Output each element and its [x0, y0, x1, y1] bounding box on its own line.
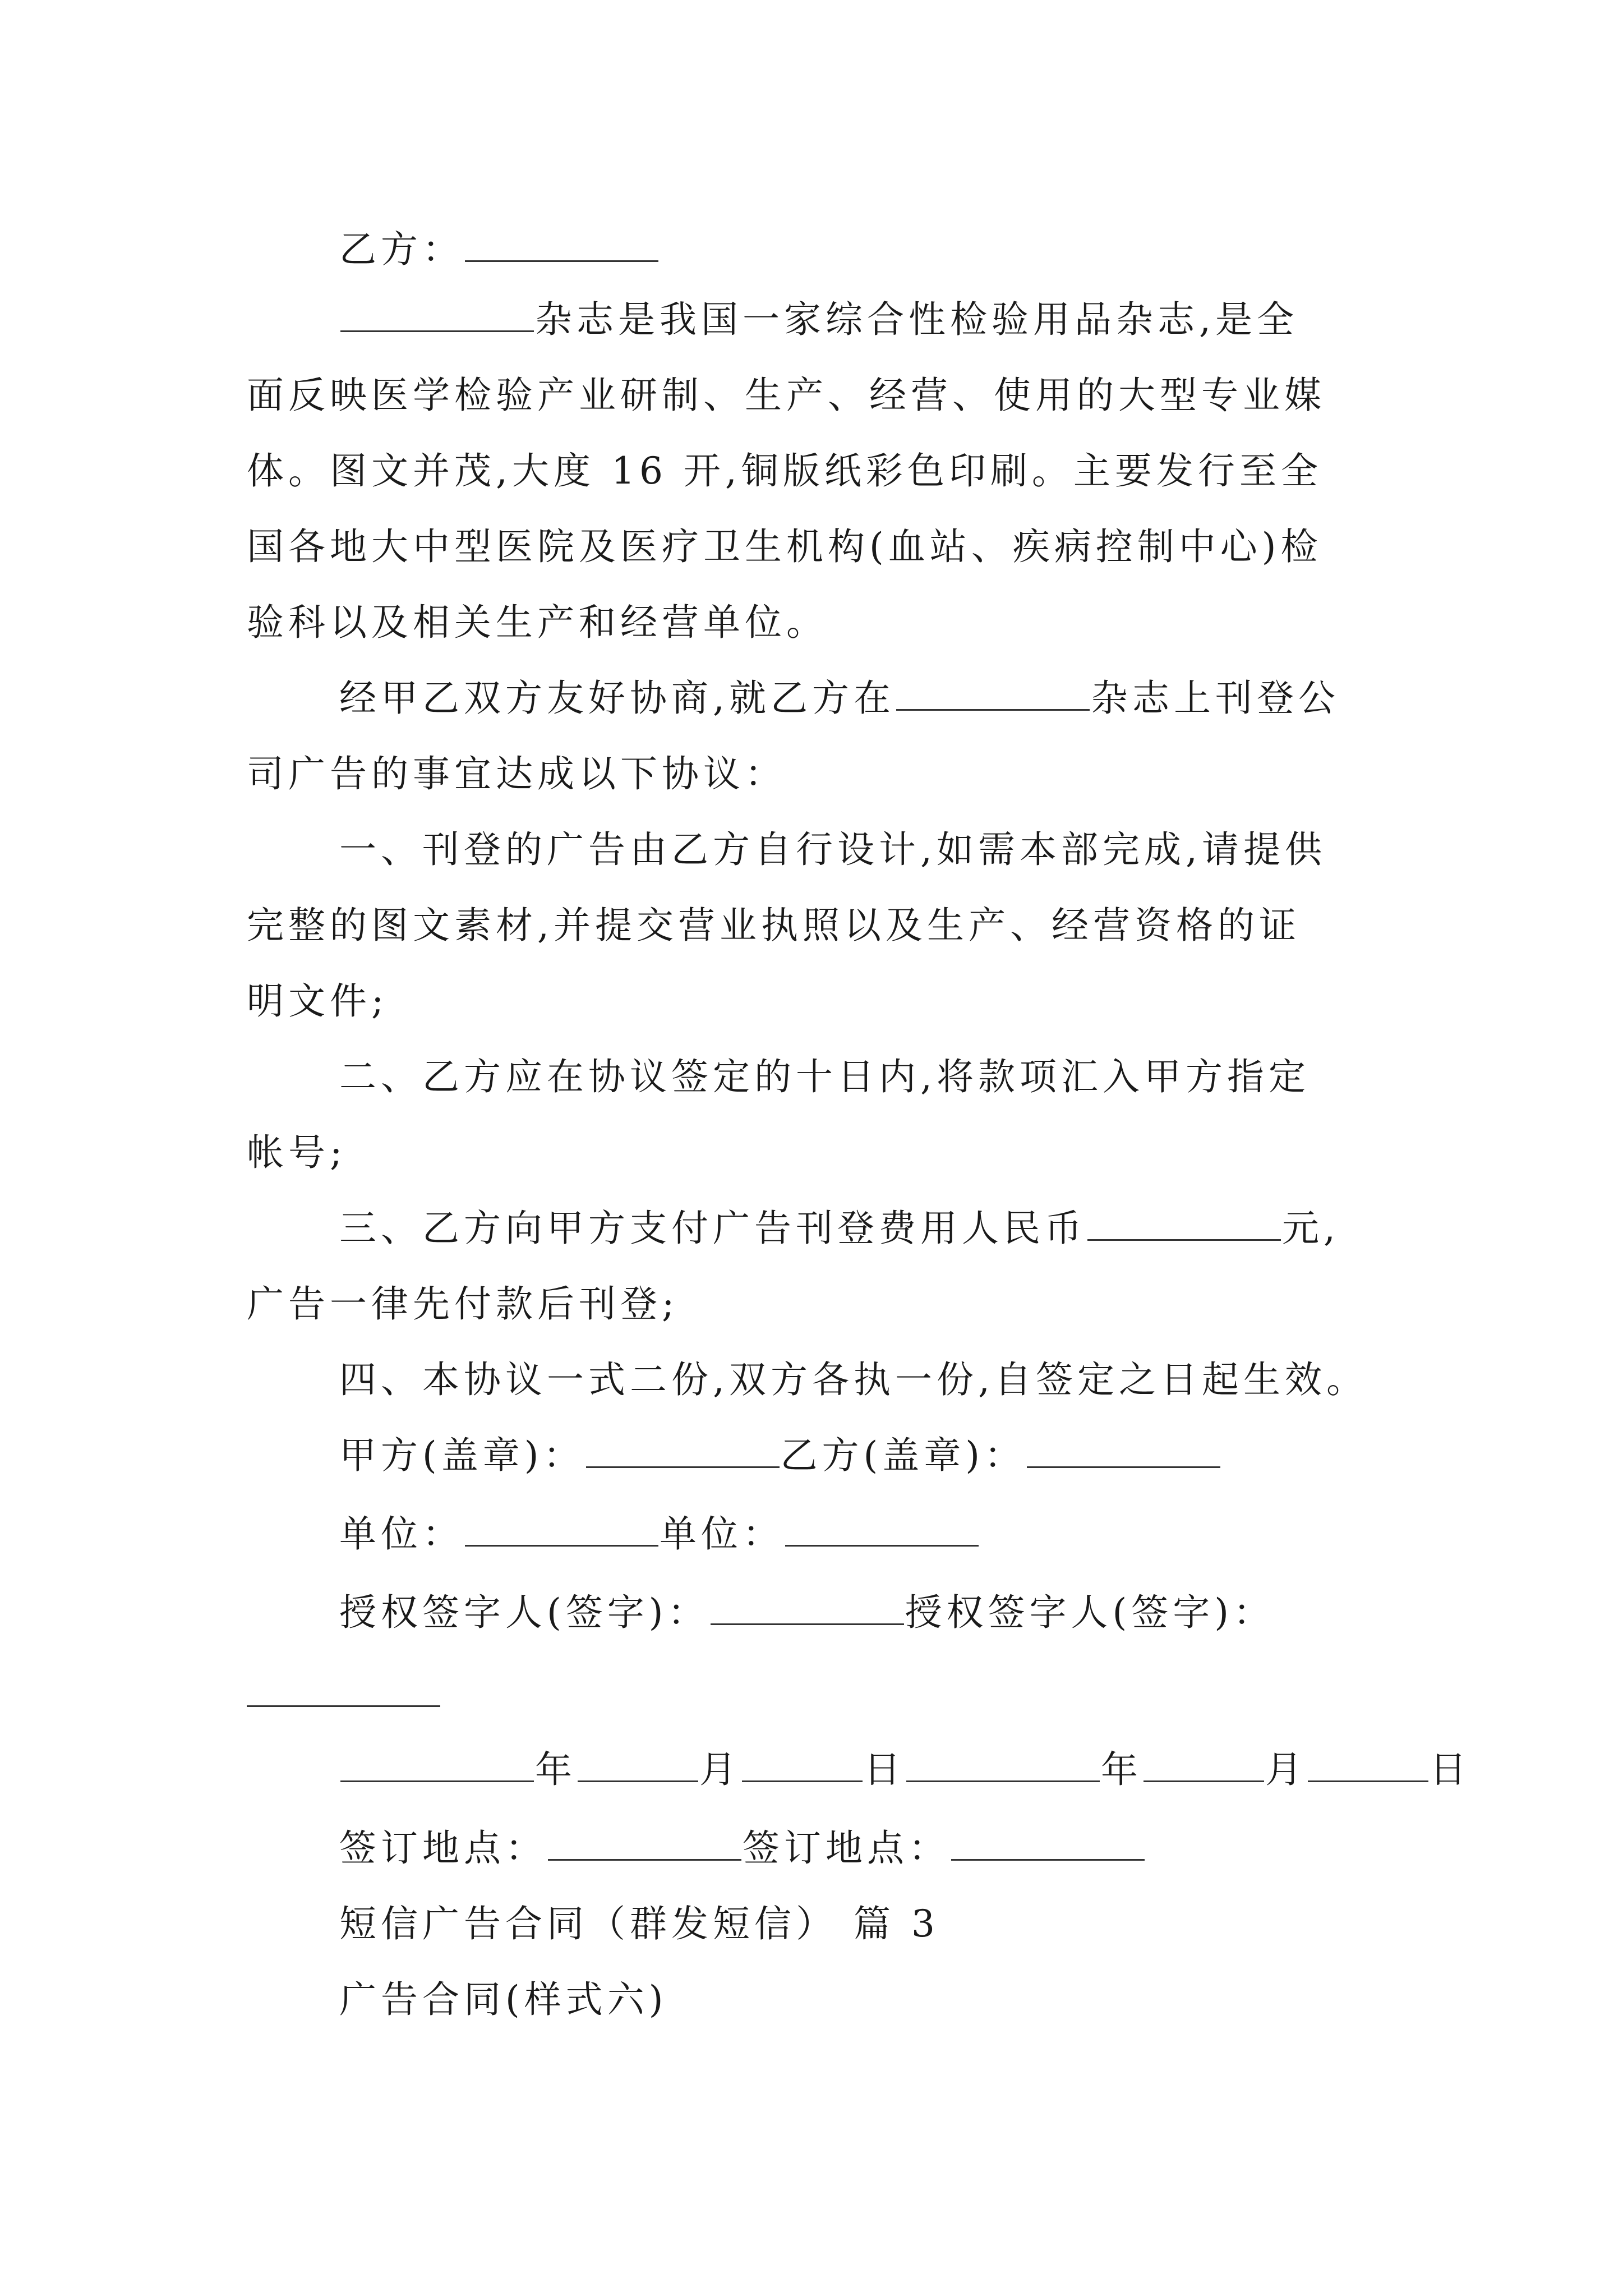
month-blank-a — [578, 1775, 698, 1782]
party-b-line — [339, 224, 660, 275]
place-line — [339, 1823, 1146, 1874]
place-label-b: 签订地点： — [743, 1826, 950, 1870]
party-b-seal-blank — [1027, 1461, 1220, 1468]
day-blank-a — [742, 1775, 863, 1782]
party-b-seal-label: 乙方(盖章)： — [780, 1434, 1026, 1477]
unit-blank-a — [465, 1539, 658, 1547]
month-blank-b — [1144, 1775, 1264, 1782]
agreement-line-1 — [339, 673, 1340, 724]
authorized-label-b: 授权签字人(签字)： — [905, 1591, 1275, 1634]
month-label-a: 月 — [699, 1748, 741, 1791]
agreement-magazine-blank — [896, 703, 1090, 711]
date-line — [339, 1745, 1471, 1795]
day-blank-b — [1308, 1775, 1428, 1782]
magazine-name-blank — [340, 325, 534, 332]
clause1-line-2: 完整的图文素材,并提交营业执照以及生产、经营资格的证 — [247, 904, 1301, 947]
intro-line-2: 面反映医学检验产业研制、生产、经营、使用的大型专业媒 — [247, 374, 1326, 417]
place-label-a: 签订地点： — [339, 1826, 547, 1870]
year-blank-a — [340, 1775, 534, 1782]
unit-label-b: 单位： — [660, 1512, 784, 1556]
authorized-blank-a — [711, 1618, 904, 1625]
unit-line — [339, 1509, 980, 1559]
clause3-line-1 — [339, 1203, 1340, 1254]
day-label-b: 日 — [1430, 1748, 1471, 1791]
section-heading: 短信广告合同（群发短信） 篇 3 — [339, 1902, 939, 1945]
place-blank-b — [951, 1853, 1145, 1861]
party-b-blank — [465, 255, 658, 262]
agreement-text-a: 经甲乙双方友好协商,就乙方在 — [339, 677, 895, 720]
clause3-text-b: 元, — [1282, 1207, 1340, 1250]
seal-line — [339, 1430, 1221, 1481]
party-a-seal-label: 甲方(盖章)： — [339, 1434, 585, 1477]
intro-line-5: 验科以及相关生产和经营单位。 — [247, 601, 828, 644]
clause3-line-2: 广告一律先付款后刊登; — [247, 1282, 679, 1326]
place-blank-a — [548, 1853, 741, 1861]
party-b-label: 乙方： — [339, 228, 464, 271]
year-blank-b — [906, 1775, 1100, 1782]
intro-text-1: 杂志是我国一家综合性检验用品杂志,是全 — [535, 298, 1298, 341]
intro-line-4: 国各地大中型医院及医疗卫生机构(血站、疾病控制中心)检 — [247, 525, 1322, 568]
clause3-text-a: 三、乙方向甲方支付广告刊登费用人民币 — [339, 1207, 1086, 1250]
authorized-line — [339, 1588, 1275, 1638]
clause2-line-2: 帐号; — [247, 1131, 347, 1174]
year-label-a: 年 — [535, 1748, 577, 1791]
authorized-blank-b — [247, 1705, 440, 1707]
year-label-b: 年 — [1101, 1748, 1142, 1791]
clause1-line-1: 一、刊登的广告由乙方自行设计,如需本部完成,请提供 — [339, 828, 1326, 871]
sample-title: 广告合同(样式六) — [339, 1978, 668, 2021]
unit-blank-b — [785, 1539, 979, 1547]
agreement-line-2: 司广告的事宜达成以下协议： — [247, 752, 786, 795]
clause1-line-3: 明文件; — [247, 979, 389, 1023]
agreement-text-b: 杂志上刊登公 — [1090, 677, 1340, 720]
party-a-seal-blank — [586, 1461, 780, 1468]
clause4-line: 四、本协议一式二份,双方各执一份,自签定之日起生效。 — [339, 1358, 1368, 1401]
clause2-line-1: 二、乙方应在协议签定的十日内,将款项汇入甲方指定 — [339, 1055, 1310, 1098]
intro-line-1 — [339, 295, 1298, 345]
unit-label-a: 单位： — [339, 1512, 464, 1556]
intro-line-3: 体。图文并茂,大度 16 开,铜版纸彩色印刷。主要发行至全 — [247, 449, 1322, 493]
month-label-b: 月 — [1265, 1748, 1307, 1791]
day-label-a: 日 — [864, 1748, 905, 1791]
fee-amount-blank — [1087, 1234, 1281, 1241]
authorized-label-a: 授权签字人(签字)： — [339, 1591, 709, 1634]
